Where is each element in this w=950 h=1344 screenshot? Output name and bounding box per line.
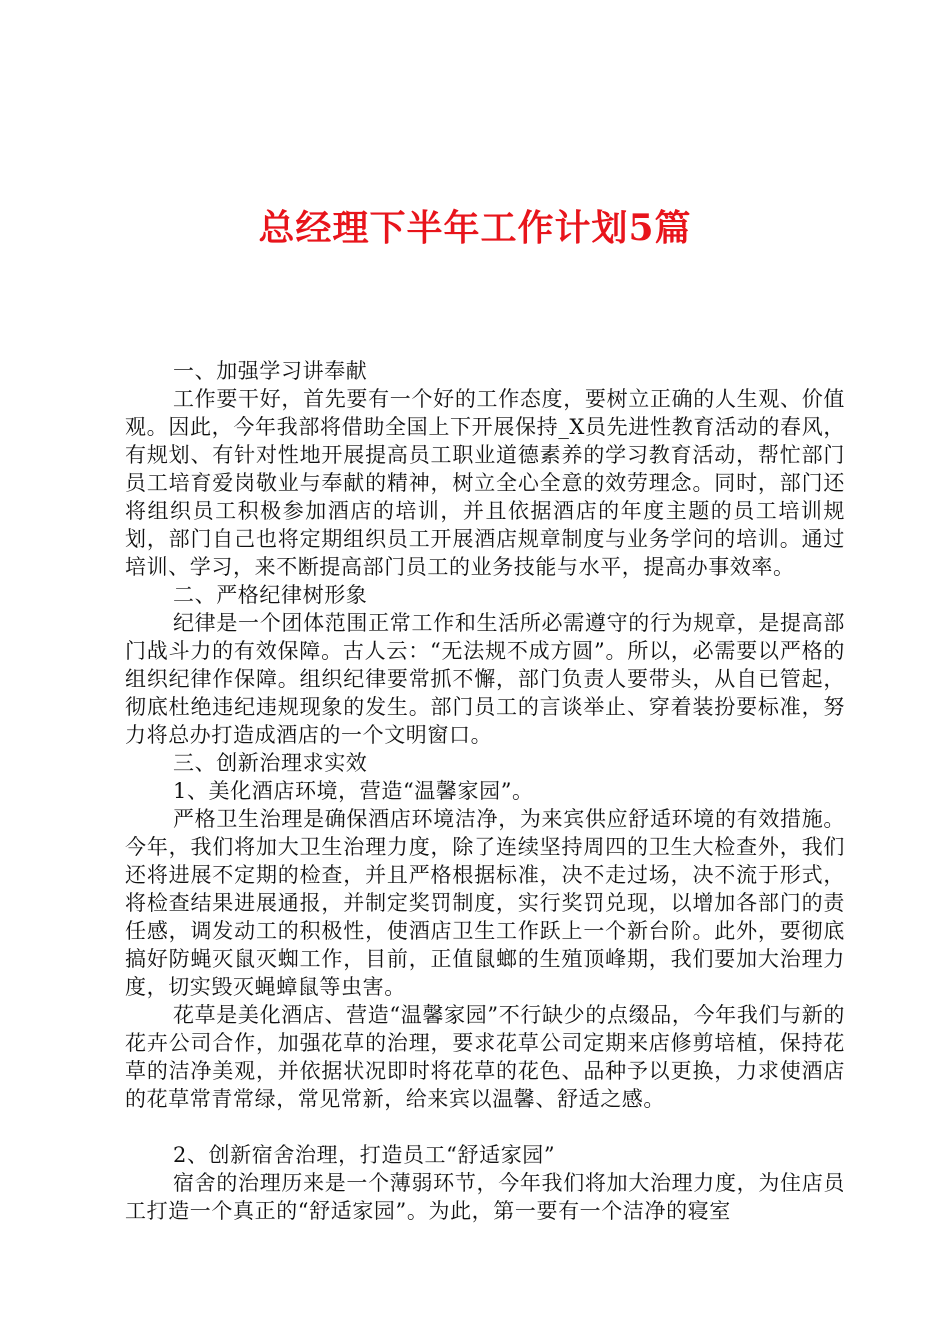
subsection-heading-2: 2、创新宿舍治理，打造员工“舒适家园” <box>173 1143 556 1167</box>
paragraph: 严格卫生治理是确保酒店环境洁净，为来宾供应舒适环境的有效措施。今年，我们将加大卫生治理力度，除了连续坚持周四的卫生大检查外，我们还将进展不定期的检查，并且严格根据标准，决不走过场，决不流于形式，将检查结果进展通报，并制定奖罚制度，实行奖罚兑现，以增加各部门的责任感，调发动工的积极性，使酒店卫生工作跃上一个新台阶。此外，要彻底搞好防蝇灭鼠灭蜘工作，目前，正值鼠螂的生殖顶峰期，我们要加大治理力度，切实毁灭蝇蟑鼠等虫害。 <box>125 807 845 999</box>
document-body <box>125 357 845 1225</box>
paragraph: 花草是美化酒店、营造“温馨家园”不行缺少的点缀品，今年我们与新的花卉公司合作，加强花草的治理，要求花草公司定期来店修剪培植，保持花草的洁净美观，并依据状况即时将花草的花色、品种予以更换，力求使酒店的花草常青常绿，常见常新，给来宾以温馨、舒适之感。 <box>125 1003 845 1111</box>
paragraph: 工作要干好，首先要有一个好的工作态度，要树立正确的人生观、价值观。因此，今年我部将借助全国上下开展保持_X员先进性教育活动的春风，有规划、有针对性地开展提高员工职业道德素养的学习教育活动，帮忙部门员工培育爱岗敬业与奉献的精神，树立全心全意的效劳理念。同时，部门还将组织员工积极参加酒店的培训，并且依据酒店的年度主题的员工培训规划，部门自己也将定期组织员工开展酒店规章制度与业务学问的培训。通过培训、学习，来不断提高部门员工的业务技能与水平，提高办事效率。 <box>125 387 845 579</box>
document-title: 总经理下半年工作计划5篇 <box>258 207 692 249</box>
section-heading-2: 二、严格纪律树形象 <box>173 583 368 607</box>
subsection-heading-1: 1、美化酒店环境，营造“温馨家园”。 <box>173 779 534 803</box>
section-heading-1: 一、加强学习讲奉献 <box>173 359 368 383</box>
section-heading-3: 三、创新治理求实效 <box>173 751 368 775</box>
paragraph: 宿舍的治理历来是一个薄弱环节，今年我们将加大治理力度，为住店员工打造一个真正的“舒适家园”。为此，第一要有一个洁净的寝室 <box>125 1171 845 1223</box>
paragraph: 纪律是一个团体范围正常工作和生活所必需遵守的行为规章，是提高部门战斗力的有效保障。古人云：“无法规不成方圆”。所以，必需要以严格的组织纪律作保障。组织纪律要常抓不懈，部门负责人要带头，从自已管起，彻底杜绝违纪违规现象的发生。部门员工的言谈举止、穿着装扮要标准，努力将总办打造成酒店的一个文明窗口。 <box>125 611 845 747</box>
